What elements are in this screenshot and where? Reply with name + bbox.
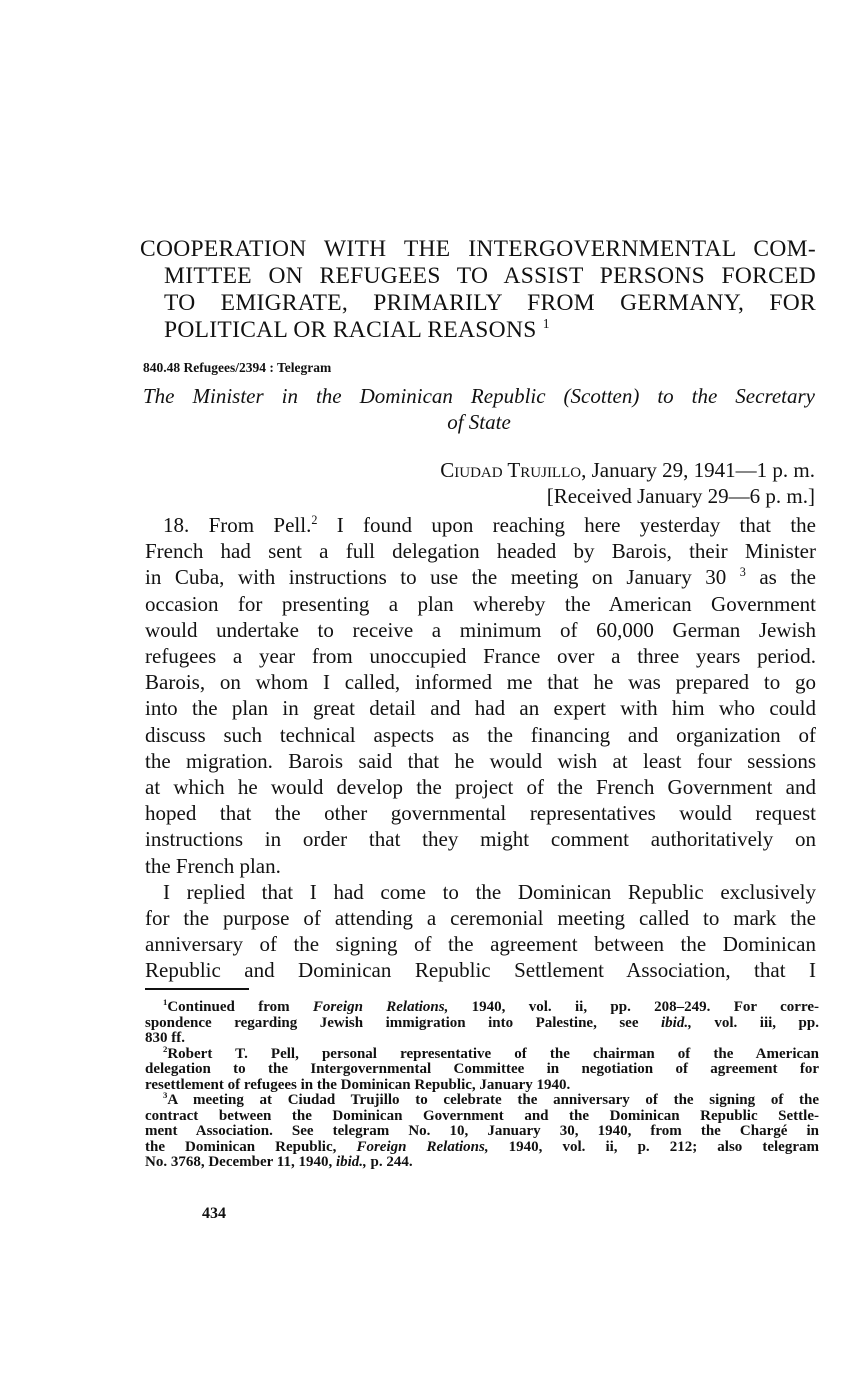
address-line: The Minister in the Dominican Republic (Scotten) to the Secretary (143, 384, 815, 408)
body-line: occasion for presenting a plan whereby the American Government (145, 591, 816, 616)
footnote-text: spondence regarding Jewish immigration into Palestine, see (145, 1014, 662, 1031)
telegram-body (145, 512, 816, 984)
footnote-line (145, 1090, 819, 1109)
footnote-italic: ibid., (335, 1154, 367, 1170)
page-number: 434 (202, 1205, 226, 1222)
footnote-line: ment Association. See telegram No. 10, January 30, 1940, from the Chargé in (145, 1123, 819, 1139)
dateline-sent (440, 457, 815, 483)
body-line: the French plan. (145, 853, 281, 878)
dateline-date: January 29, 1941—1 p. m. (586, 458, 815, 482)
footnote-italic: Foreign Relations, (356, 1138, 489, 1155)
body-line: for the purpose of attending a ceremonial meeting called to mark the (145, 906, 816, 931)
body-text: in Cuba, with instructions to use the meeting on January 30 (145, 565, 727, 590)
body-line: hoped that the other governmental representatives would request (145, 801, 816, 826)
footnote-text: Continued from (167, 999, 313, 1015)
footnote-ref: 1 (542, 316, 550, 332)
footnote-line: resettlement of refugees in the Dominican Republic, January 1940. (145, 1076, 571, 1093)
body-line: at which he would develop the project of the French Government and (145, 775, 816, 800)
address-heading (143, 383, 815, 435)
footnote-line: delegation to the Intergovernmental Committee in negotiation of agreement for (145, 1061, 819, 1077)
body-line: I replied that I had come to the Dominican Republic exclusively (163, 879, 816, 904)
footnote-text: 1940, vol. ii, pp. 208–249. For corre- (448, 999, 819, 1015)
footnote-italic: ibid., (661, 1014, 692, 1031)
footnote-text: No. 3768, December 11, 1940, (145, 1154, 336, 1170)
body-line: anniversary of the signing of the agreement between the Dominican (145, 932, 816, 957)
footnotes (145, 997, 819, 1171)
footnote-line: 830 ff. (145, 1030, 185, 1046)
title-line: TO EMIGRATE, PRIMARILY FROM GERMANY, FOR (164, 290, 816, 316)
footnote-line (145, 1043, 819, 1063)
title-line-text: POLITICAL OR RACIAL REASONS (164, 317, 537, 343)
body-line (145, 564, 816, 590)
body-line: Barois, on whom I called, informed me that he was prepared to go (145, 670, 816, 695)
footnote-italic: Foreign Relations, (312, 999, 449, 1015)
body-text: 18. From Pell. (163, 513, 312, 537)
footnote-line (145, 1016, 819, 1032)
title-line: COOPERATION WITH THE INTERGOVERNMENTAL COM- (140, 236, 816, 262)
footnote-line (145, 1140, 819, 1156)
address-line: of State (447, 410, 511, 434)
footnote-text: p. 244. (366, 1154, 413, 1170)
body-line: would undertake to receive a minimum of 60,000 German Jewish (145, 617, 816, 642)
body-line: French had sent a full delegation headed by Barois, their Minister (145, 539, 816, 564)
body-line: refugees a year from unoccupied France over a three years period. (145, 644, 816, 669)
body-line (145, 512, 816, 538)
footnote-line (145, 1155, 819, 1171)
footnote-text: vol. iii, pp. (691, 1014, 819, 1031)
footnote-mark: 1 (163, 997, 168, 1007)
footnote-text: A meeting at Ciudad Trujillo to celebrate the anniversary of the signing of the (167, 1092, 819, 1108)
page-title (140, 236, 816, 344)
body-line: discuss such technical aspects as the financing and organization of (145, 722, 816, 747)
dateline-place: Ciudad Trujillo, (440, 458, 587, 482)
body-line: into the plan in great detail and had an expert with him who could (145, 696, 816, 721)
footnote-line: contract between the Dominican Government and the Dominican Republic Settle- (145, 1107, 819, 1124)
body-text: as the (745, 565, 817, 590)
footnote-mark: 3 (163, 1090, 168, 1100)
body-line: instructions in order that they might comment authoritatively on (145, 827, 816, 852)
footnote-line (145, 997, 819, 1016)
title-line (140, 317, 816, 344)
title-line: MITTEE ON REFUGEES TO ASSIST PERSONS FORCED (164, 263, 816, 289)
footnote-text: the Dominican Republic, (145, 1138, 357, 1155)
footnote-mark: 2 (163, 1043, 168, 1054)
footnote-ref: 3 (739, 565, 746, 580)
footnote-divider (145, 988, 249, 990)
footnote-text: Robert T. Pell, personal representative of the chairman of the American (167, 1045, 819, 1062)
dateline-received: [Received January 29—6 p. m.] (546, 484, 815, 508)
body-line: the migration. Barois said that he would wish at least four sessions (145, 748, 816, 773)
dateline (440, 457, 815, 509)
body-text: I found upon reaching here yesterday that the (317, 513, 816, 537)
footnote-ref: 2 (311, 513, 318, 527)
file-reference: 840.48 Refugees/2394 : Telegram (143, 360, 332, 375)
body-line: Republic and Dominican Republic Settlement Association, that I (145, 958, 816, 983)
footnote-text: 1940, vol. ii, p. 212; also telegram (488, 1138, 819, 1155)
